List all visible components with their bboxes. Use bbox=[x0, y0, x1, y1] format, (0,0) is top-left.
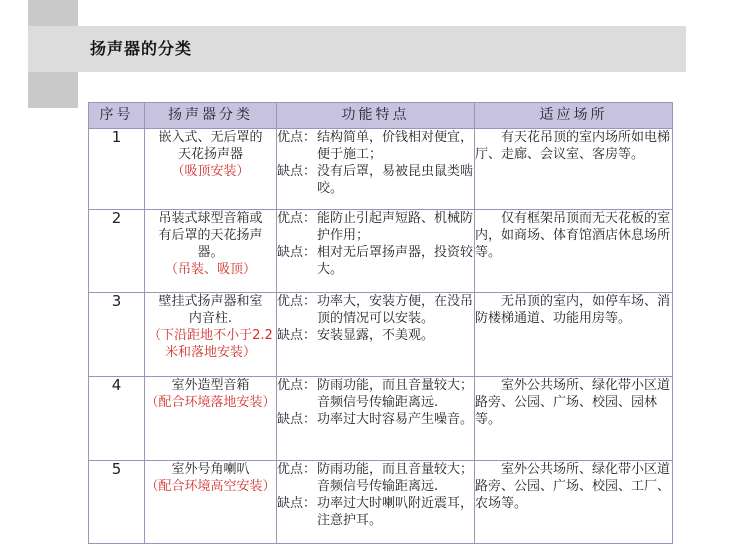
table-row bbox=[89, 129, 673, 210]
speaker-classification-table bbox=[88, 102, 673, 544]
type-line: 内音柱. bbox=[188, 311, 233, 326]
header-scenes: 适应场所 bbox=[475, 103, 673, 129]
cons-label: 缺点： bbox=[277, 328, 317, 343]
row-index: 1 bbox=[89, 129, 145, 210]
row-index: 3 bbox=[89, 293, 145, 377]
speaker-type-cell bbox=[145, 210, 277, 293]
install-method: （配合环境高空安装） bbox=[145, 479, 276, 494]
type-line: 嵌入式、无后罩的 bbox=[158, 130, 263, 145]
section-title: 扬声器的分类 bbox=[90, 39, 193, 58]
pros-text: 防雨功能，而且音量较大；音频信号传输距离远. bbox=[317, 462, 474, 494]
pros-text: 功率大，安装方便，在没吊顶的情况可以安装。 bbox=[317, 294, 474, 326]
speaker-type-cell bbox=[145, 377, 277, 461]
features-cell bbox=[277, 210, 475, 293]
scene-cell: 仅有框架吊顶而无天花板的室内，如商场、体育馆酒店休息场所等。 bbox=[475, 210, 673, 293]
row-index: 4 bbox=[89, 377, 145, 461]
cons-text: 功率过大时容易产生噪音。 bbox=[317, 412, 474, 427]
install-method: （吸顶安装） bbox=[171, 164, 250, 179]
header-features: 功能特点 bbox=[277, 103, 475, 129]
install-method: （配合环境落地安装） bbox=[145, 395, 276, 410]
pros-text: 防雨功能，而且音量较大；音频信号传输距离远. bbox=[317, 378, 474, 410]
features-cell bbox=[277, 461, 475, 544]
install-method: （下沿距地不小于2.2米和落地安装） bbox=[148, 328, 273, 360]
type-line: 室外号角喇叭 bbox=[171, 462, 250, 477]
header-type: 扬声器分类 bbox=[145, 103, 277, 129]
install-method: （吊装、吸顶） bbox=[164, 262, 256, 277]
cons-text: 没有后罩，易被昆虫鼠类啮咬。 bbox=[317, 164, 474, 196]
pros-label: 优点： bbox=[277, 294, 317, 309]
table-header-row bbox=[89, 103, 673, 129]
table-row bbox=[89, 461, 673, 544]
type-line: 吊装式球型音箱或 bbox=[158, 211, 263, 226]
scene-cell: 室外公共场所、绿化带小区道路旁、公园、广场、校园、工厂、农场等。 bbox=[475, 461, 673, 544]
speaker-type-cell bbox=[145, 129, 277, 210]
cons-label: 缺点： bbox=[277, 496, 317, 511]
pros-label: 优点： bbox=[277, 130, 317, 145]
cons-text: 相对无后罩扬声器，投资较大。 bbox=[317, 245, 474, 277]
table-row bbox=[89, 377, 673, 461]
speaker-type-cell bbox=[145, 293, 277, 377]
pros-text: 结构简单，价钱相对便宜，便于施工； bbox=[317, 130, 474, 162]
cons-text: 功率过大时喇叭附近震耳，注意护耳。 bbox=[317, 496, 474, 528]
pros-label: 优点： bbox=[277, 211, 317, 226]
scene-cell: 无吊顶的室内，如停车场、消防楼梯通道、功能用房等。 bbox=[475, 293, 673, 377]
row-index: 2 bbox=[89, 210, 145, 293]
features-cell bbox=[277, 293, 475, 377]
speaker-type-cell bbox=[145, 461, 277, 544]
pros-label: 优点： bbox=[277, 378, 317, 393]
header-index: 序号 bbox=[89, 103, 145, 129]
features-cell bbox=[277, 129, 475, 210]
row-index: 5 bbox=[89, 461, 145, 544]
pros-label: 优点： bbox=[277, 462, 317, 477]
type-line: 有后罩的天花扬声 bbox=[158, 228, 263, 243]
cons-label: 缺点： bbox=[277, 245, 317, 260]
scene-cell: 室外公共场所、绿化带小区道路旁、公园、广场、校园、园林等。 bbox=[475, 377, 673, 461]
cons-text: 安装显露，不美观。 bbox=[317, 328, 435, 343]
type-line: 天花扬声器 bbox=[177, 147, 243, 162]
scene-cell: 有天花吊顶的室内场所如电梯厅、走廊、会议室、客房等。 bbox=[475, 129, 673, 210]
cons-label: 缺点： bbox=[277, 412, 317, 427]
features-cell bbox=[277, 377, 475, 461]
table-row bbox=[89, 293, 673, 377]
type-line: 室外造型音箱 bbox=[171, 378, 250, 393]
pros-text: 能防止引起声短路、机械防护作用； bbox=[317, 211, 474, 243]
type-line: 壁挂式扬声器和室 bbox=[158, 294, 263, 309]
table-row bbox=[89, 210, 673, 293]
cons-label: 缺点： bbox=[277, 164, 317, 179]
type-line: 器。 bbox=[197, 245, 224, 260]
